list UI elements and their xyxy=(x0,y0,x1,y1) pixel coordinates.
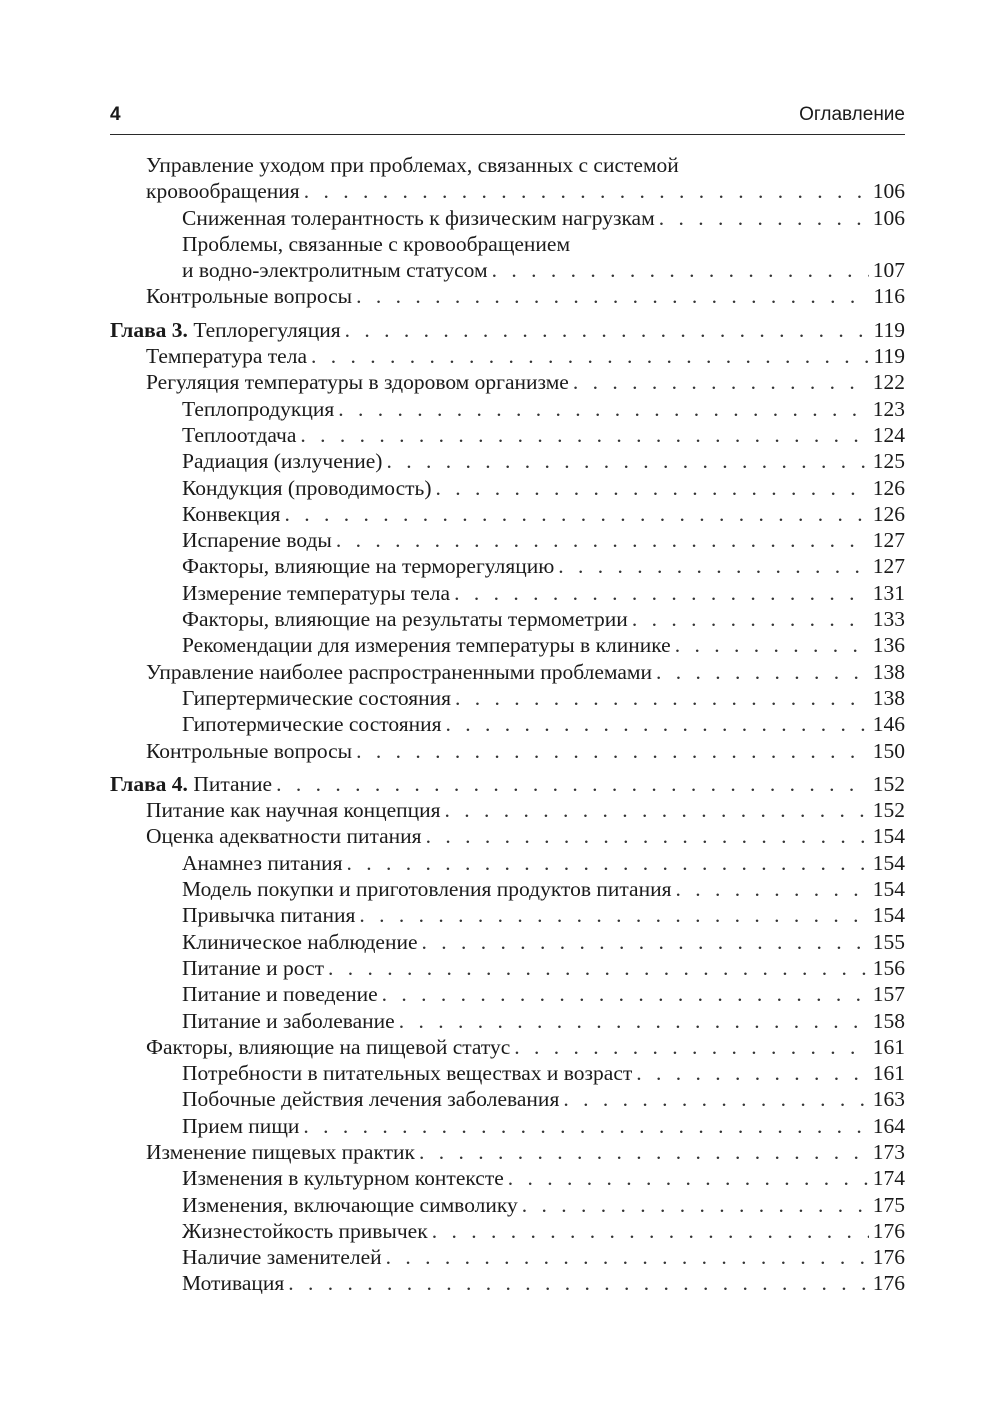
dot-leader xyxy=(336,527,869,553)
toc-entry[interactable] xyxy=(110,1218,905,1244)
toc-page-number: 174 xyxy=(872,1166,905,1191)
toc-page-number: 106 xyxy=(872,179,905,204)
toc-entry[interactable] xyxy=(110,850,905,876)
toc-entry-title: Анамнез питания xyxy=(182,850,343,875)
toc-page-number: 175 xyxy=(872,1192,905,1217)
dot-leader xyxy=(338,396,868,422)
dot-leader xyxy=(288,1270,868,1296)
dot-leader xyxy=(445,797,869,823)
toc-page-number: 136 xyxy=(872,633,905,658)
toc-entry-title: Теплопродукция xyxy=(182,396,335,421)
toc-entry[interactable] xyxy=(110,902,905,928)
toc-entry[interactable] xyxy=(110,231,905,284)
toc-entry-title: Изменения, включающие символику xyxy=(182,1192,518,1217)
toc-entry[interactable] xyxy=(110,152,905,205)
dot-leader xyxy=(328,955,869,981)
dot-leader xyxy=(276,771,869,797)
toc-page-number: 124 xyxy=(872,422,905,447)
toc-page-number: 154 xyxy=(872,850,905,875)
toc-entry[interactable] xyxy=(110,1165,905,1191)
toc-entry[interactable] xyxy=(110,955,905,981)
toc-entry[interactable] xyxy=(110,797,905,823)
toc-page-number: 122 xyxy=(872,370,905,395)
dot-leader xyxy=(426,823,869,849)
toc-page-number: 106 xyxy=(872,205,905,230)
dot-leader xyxy=(656,659,869,685)
toc-page-number: 155 xyxy=(872,929,905,954)
toc-page-number: 158 xyxy=(872,1008,905,1033)
toc-page-number: 123 xyxy=(872,396,905,421)
dot-leader xyxy=(419,1139,869,1165)
toc-page-number: 161 xyxy=(872,1061,905,1086)
toc-page-number: 107 xyxy=(872,258,905,283)
toc-entry-title-cont: кровообращения xyxy=(146,179,300,204)
toc-entry[interactable] xyxy=(110,1008,905,1034)
toc-page-number: 119 xyxy=(873,344,905,369)
toc-page-number: 156 xyxy=(872,955,905,980)
toc-entry[interactable] xyxy=(110,738,905,764)
dot-leader xyxy=(356,738,869,764)
chapter-title: Теплорегуляция xyxy=(193,317,341,342)
table-of-contents xyxy=(110,152,905,1297)
toc-entry-title: Контрольные вопросы xyxy=(146,284,353,309)
toc-entry-title-cont: и водно-электролитным статусом xyxy=(182,258,488,283)
dot-leader xyxy=(636,1060,868,1086)
dot-leader xyxy=(508,1165,869,1191)
dot-leader xyxy=(514,1034,868,1060)
dot-leader xyxy=(345,317,870,343)
toc-entry-title: Изменение пищевых практик xyxy=(146,1139,415,1164)
toc-entry[interactable] xyxy=(110,1192,905,1218)
toc-entry[interactable] xyxy=(110,1034,905,1060)
toc-entry-title: Потребности в питательных веществах и возраст xyxy=(182,1061,633,1086)
toc-entry-title: Проблемы, связанные с кровообращением xyxy=(182,231,571,256)
dot-leader xyxy=(304,178,869,204)
toc-entry-title: Питание и поведение xyxy=(182,982,378,1007)
toc-page-number: 176 xyxy=(872,1245,905,1270)
dot-leader xyxy=(300,422,868,448)
toc-page-number: 152 xyxy=(872,798,905,823)
dot-leader xyxy=(675,632,869,658)
toc-page-number: 133 xyxy=(872,607,905,632)
toc-entry[interactable] xyxy=(110,343,905,369)
toc-page-number: 116 xyxy=(873,284,905,309)
dot-leader xyxy=(399,1008,869,1034)
toc-entry-title: Измерение температуры тела xyxy=(182,580,451,605)
dot-leader xyxy=(492,257,869,283)
toc-entry-title: Модель покупки и приготовления продуктов питания xyxy=(182,877,672,902)
chapter-title: Питание xyxy=(193,771,273,796)
dot-leader xyxy=(522,1192,869,1218)
toc-page-number: 131 xyxy=(872,580,905,605)
running-title: Оглавление xyxy=(799,104,905,125)
toc-entry[interactable] xyxy=(110,929,905,955)
toc-entry[interactable] xyxy=(110,632,905,658)
toc-entry[interactable] xyxy=(110,876,905,902)
toc-entry[interactable] xyxy=(110,205,905,231)
toc-entry-title: Конвекция xyxy=(182,501,281,526)
toc-entry-title: Факторы, влияющие на результаты термометрии xyxy=(182,607,628,632)
toc-page-number: 125 xyxy=(872,449,905,474)
dot-leader xyxy=(346,850,868,876)
toc-entry[interactable] xyxy=(110,659,905,685)
dot-leader xyxy=(422,929,869,955)
toc-page-number: 152 xyxy=(872,771,905,796)
dot-leader xyxy=(445,711,868,737)
toc-entry[interactable] xyxy=(110,501,905,527)
toc-chapter-entry[interactable] xyxy=(110,771,905,797)
toc-page-number: 154 xyxy=(872,877,905,902)
toc-entry-title: Радиация (излучение) xyxy=(182,449,383,474)
dot-leader xyxy=(386,1244,869,1270)
toc-entry[interactable] xyxy=(110,553,905,579)
toc-entry[interactable] xyxy=(110,606,905,632)
dot-leader xyxy=(632,606,869,632)
toc-entry-title: Факторы, влияющие на терморегуляцию xyxy=(182,554,555,579)
toc-entry[interactable] xyxy=(110,1270,905,1296)
toc-entry-title: Температура тела xyxy=(146,344,307,369)
dot-leader xyxy=(359,902,868,928)
dot-leader xyxy=(676,876,869,902)
toc-entry-title: Управление уходом при проблемах, связанных с системой xyxy=(146,153,679,177)
dot-leader xyxy=(558,553,868,579)
toc-entry-title: Гипертермические состояния xyxy=(182,685,452,710)
toc-page-number: 126 xyxy=(872,475,905,500)
toc-entry-title: Гипотермические состояния xyxy=(182,712,442,737)
dot-leader xyxy=(382,981,869,1007)
toc-entry[interactable] xyxy=(110,527,905,553)
toc-entry[interactable] xyxy=(110,1113,905,1139)
toc-entry[interactable] xyxy=(110,422,905,448)
toc-page-number: 154 xyxy=(872,824,905,849)
toc-entry-title: Рекомендации для измерения температуры в клинике xyxy=(182,633,671,658)
toc-entry-title: Наличие заменителей xyxy=(182,1245,382,1270)
toc-entry[interactable] xyxy=(110,396,905,422)
toc-entry-title: Сниженная толерантность к физическим нагрузкам xyxy=(182,205,655,230)
dot-leader xyxy=(563,1086,868,1112)
dot-leader xyxy=(356,283,869,309)
toc-entry[interactable] xyxy=(110,448,905,474)
toc-page-number: 119 xyxy=(873,317,905,342)
running-header xyxy=(110,100,905,135)
toc-entry-title: Регуляция температуры в здоровом организме xyxy=(146,370,569,395)
toc-page-number: 164 xyxy=(872,1113,905,1138)
chapter-label: Глава 3. xyxy=(110,317,188,342)
dot-leader xyxy=(573,369,869,395)
toc-entry-title: Побочные действия лечения заболевания xyxy=(182,1087,560,1112)
dot-leader xyxy=(455,685,869,711)
toc-page-number: 161 xyxy=(872,1034,905,1059)
toc-entry[interactable] xyxy=(110,981,905,1007)
toc-page-number: 157 xyxy=(872,982,905,1007)
toc-entry-title: Прием пищи xyxy=(182,1113,300,1138)
page-number: 4 xyxy=(110,104,121,125)
toc-entry[interactable] xyxy=(110,1244,905,1270)
toc-entry-title: Теплоотдача xyxy=(182,422,297,447)
dot-leader xyxy=(386,448,868,474)
dot-leader xyxy=(432,1218,869,1244)
toc-page-number: 127 xyxy=(872,554,905,579)
toc-page-number: 154 xyxy=(872,903,905,928)
dot-leader xyxy=(284,501,868,527)
toc-page-number: 126 xyxy=(872,501,905,526)
dot-leader xyxy=(659,205,869,231)
toc-page-number: 127 xyxy=(872,528,905,553)
toc-page-number: 163 xyxy=(872,1087,905,1112)
toc-page-number: 138 xyxy=(872,659,905,684)
toc-entry-title: Кондукция (проводимость) xyxy=(182,475,432,500)
dot-leader xyxy=(311,343,870,369)
toc-entry-title: Питание и рост xyxy=(182,955,325,980)
toc-page-number: 150 xyxy=(872,738,905,763)
toc-entry[interactable] xyxy=(110,685,905,711)
toc-entry[interactable] xyxy=(110,580,905,606)
dot-leader xyxy=(435,475,868,501)
toc-entry[interactable] xyxy=(110,1139,905,1165)
toc-page-number: 173 xyxy=(872,1139,905,1164)
toc-entry[interactable] xyxy=(110,823,905,849)
toc-entry-title: Питание и заболевание xyxy=(182,1008,395,1033)
toc-entry-title: Управление наиболее распространенными проблемами xyxy=(146,659,653,684)
toc-page-number: 138 xyxy=(872,685,905,710)
chapter-label: Глава 4. xyxy=(110,771,188,796)
toc-entry-title: Питание как научная концепция xyxy=(146,798,441,823)
dot-leader xyxy=(454,580,869,606)
toc-entry-title: Оценка адекватности питания xyxy=(146,824,422,849)
toc-entry-title: Испарение воды xyxy=(182,528,332,553)
toc-entry[interactable] xyxy=(110,283,905,309)
toc-entry-title: Контрольные вопросы xyxy=(146,738,353,763)
toc-entry-title: Клиническое наблюдение xyxy=(182,929,418,954)
toc-entry[interactable] xyxy=(110,1060,905,1086)
toc-entry[interactable] xyxy=(110,369,905,395)
toc-page-number: 146 xyxy=(872,712,905,737)
toc-entry[interactable] xyxy=(110,711,905,737)
toc-entry-title: Жизнестойкость привычек xyxy=(182,1218,428,1243)
toc-entry-title: Мотивация xyxy=(182,1271,285,1296)
toc-page-number: 176 xyxy=(872,1271,905,1296)
toc-entry[interactable] xyxy=(110,475,905,501)
toc-entry[interactable] xyxy=(110,1086,905,1112)
toc-entry-title: Привычка питания xyxy=(182,903,356,928)
toc-entry-title: Изменения в культурном контексте xyxy=(182,1166,504,1191)
toc-entry-title: Факторы, влияющие на пищевой статус xyxy=(146,1034,511,1059)
toc-chapter-entry[interactable] xyxy=(110,317,905,343)
dot-leader xyxy=(303,1113,868,1139)
toc-page-number: 176 xyxy=(872,1218,905,1243)
